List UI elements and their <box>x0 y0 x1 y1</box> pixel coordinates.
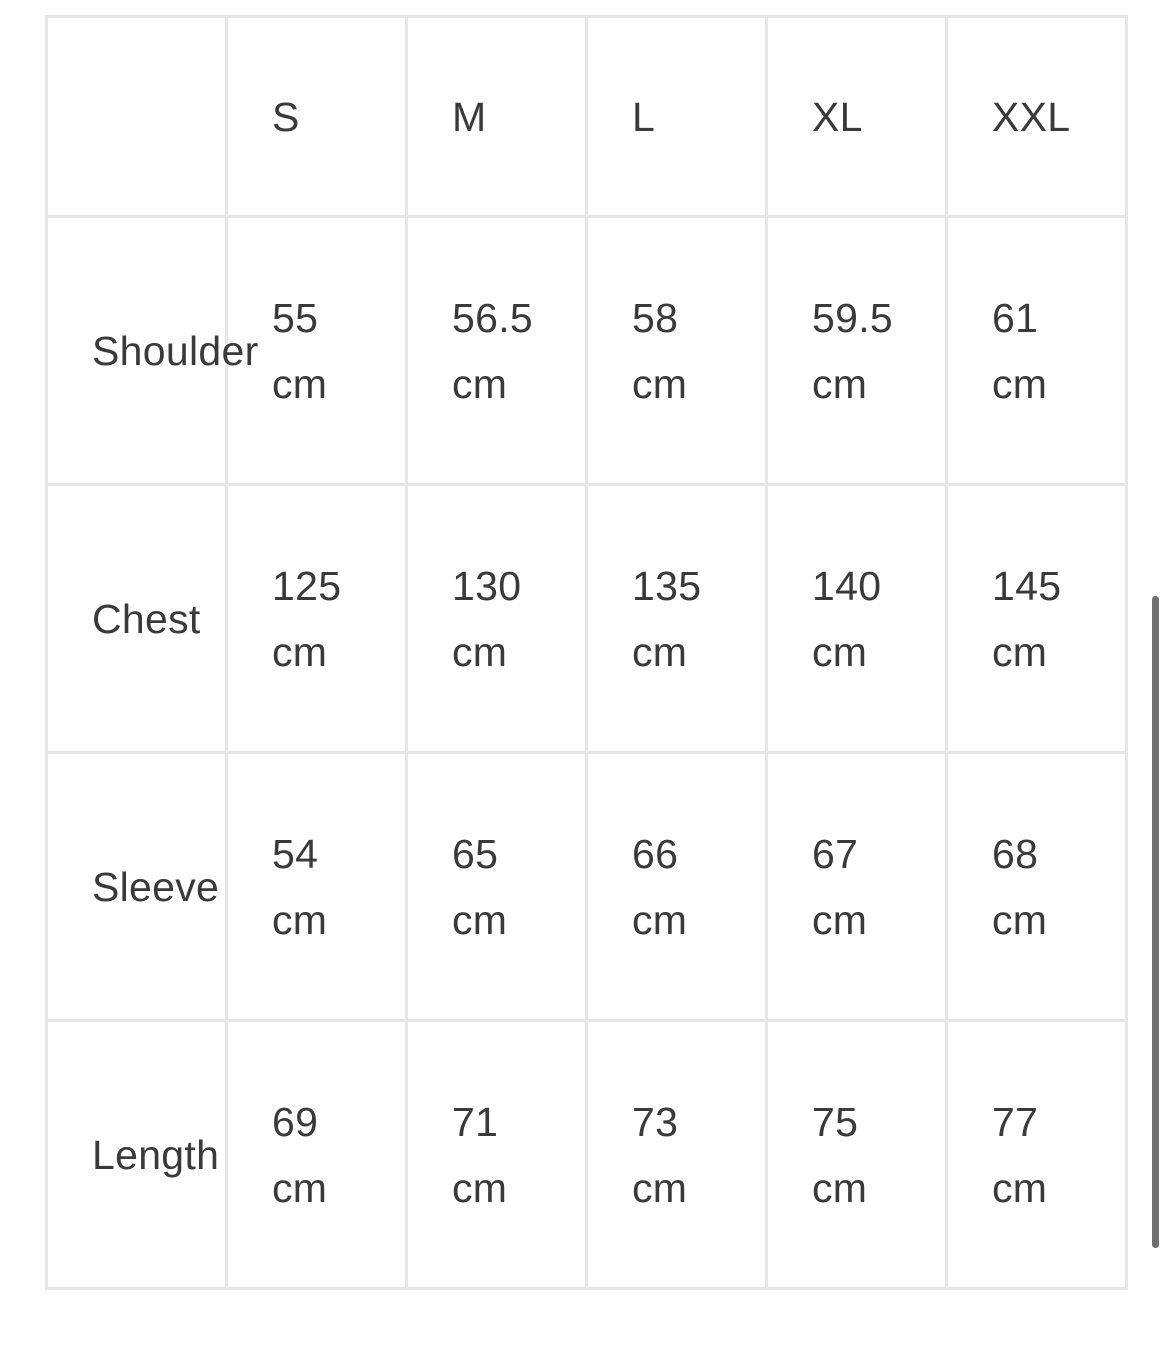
cell-value: 71 cm <box>452 1098 508 1211</box>
cell-value: 125 cm <box>272 562 342 675</box>
table-cell <box>767 485 947 753</box>
header-row <box>47 17 1127 217</box>
cell-value: 69 cm <box>272 1098 328 1211</box>
size-header-l: L <box>587 17 767 217</box>
size-chart-table <box>45 15 1128 1290</box>
cell-value: 54 cm <box>272 830 328 943</box>
cell-value: 130 cm <box>452 562 522 675</box>
cell-value: 145 cm <box>992 562 1062 675</box>
table-cell <box>587 485 767 753</box>
table-cell <box>227 1021 407 1289</box>
table-cell <box>767 753 947 1021</box>
size-header-m: M <box>407 17 587 217</box>
row-label-shoulder: Shoulder <box>47 217 227 485</box>
cell-value: 58 cm <box>632 294 688 407</box>
table-row <box>47 217 1127 485</box>
table-cell <box>407 753 587 1021</box>
table-cell <box>587 1021 767 1289</box>
cell-value: 55 cm <box>272 294 328 407</box>
table-cell <box>227 485 407 753</box>
size-header-xl: XL <box>767 17 947 217</box>
table-cell <box>407 1021 587 1289</box>
vertical-scrollbar[interactable] <box>1152 596 1159 1248</box>
table-cell <box>767 217 947 485</box>
table-row <box>47 753 1127 1021</box>
table-cell <box>407 217 587 485</box>
table-row <box>47 485 1127 753</box>
size-header-s: S <box>227 17 407 217</box>
table-cell <box>947 485 1127 753</box>
size-header-xxl: XXL <box>947 17 1127 217</box>
cell-value: 73 cm <box>632 1098 688 1211</box>
table-cell <box>947 1021 1127 1289</box>
cell-value: 67 cm <box>812 830 868 943</box>
row-label-sleeve: Sleeve <box>47 753 227 1021</box>
table-cell <box>587 753 767 1021</box>
cell-value: 75 cm <box>812 1098 868 1211</box>
cell-value: 66 cm <box>632 830 688 943</box>
table-cell <box>407 485 587 753</box>
cell-value: 68 cm <box>992 830 1048 943</box>
table-cell <box>227 753 407 1021</box>
cell-value: 56.5 cm <box>452 294 533 407</box>
cell-value: 135 cm <box>632 562 702 675</box>
corner-cell <box>47 17 227 217</box>
cell-value: 65 cm <box>452 830 508 943</box>
table-cell <box>767 1021 947 1289</box>
row-label-length: Length <box>47 1021 227 1289</box>
table-cell <box>947 753 1127 1021</box>
row-label-chest: Chest <box>47 485 227 753</box>
table-cell <box>587 217 767 485</box>
cell-value: 59.5 cm <box>812 294 893 407</box>
cell-value: 140 cm <box>812 562 882 675</box>
cell-value: 77 cm <box>992 1098 1048 1211</box>
table-cell <box>947 217 1127 485</box>
cell-value: 61 cm <box>992 294 1048 407</box>
table-row <box>47 1021 1127 1289</box>
